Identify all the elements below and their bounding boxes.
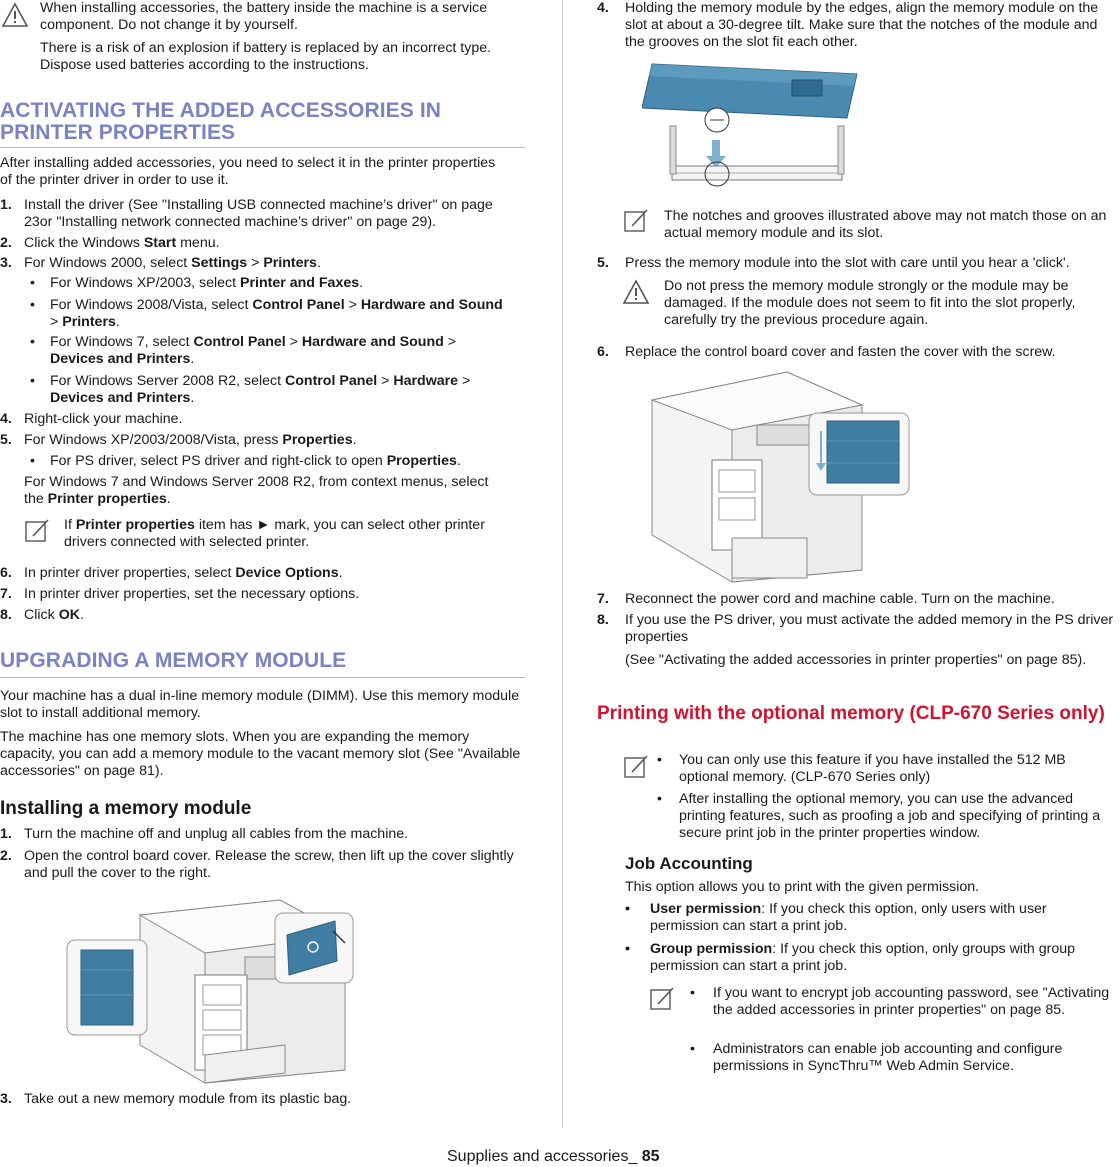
step-number: 2. xyxy=(0,235,12,251)
job-accounting-intro: This option allows you to print with the given permission. xyxy=(625,879,980,895)
warning-icon xyxy=(623,279,649,305)
syncthru-note: Administrators can enable job accounting and configure permissions in SyncThru™ Web Admin Service. xyxy=(713,1041,1063,1074)
bullet: • xyxy=(30,275,35,291)
bullet: • xyxy=(625,901,630,917)
step-number: 7. xyxy=(597,591,609,607)
page-footer: Supplies and accessories_ 85 xyxy=(447,1148,660,1165)
section-rule xyxy=(0,677,525,678)
note-icon xyxy=(623,754,649,780)
subsection-installing: Installing a memory module xyxy=(0,798,252,819)
step-activate-ps: If you use the PS driver, you must activate the added memory in the PS driver properties xyxy=(625,612,1114,645)
bullet: • xyxy=(30,297,35,313)
step-click-ok: Click OK. xyxy=(24,607,84,623)
battery-explosion-warning: There is a risk of an explosion if battery is replaced by an incorrect type. Dispose used batteries according to the instructions. xyxy=(40,40,492,73)
user-permission-item: User permission: If you check this option, only users with user permission can start a print job. xyxy=(650,901,1047,934)
note-icon xyxy=(649,986,675,1012)
bullet: • xyxy=(657,791,662,807)
bullet: • xyxy=(30,453,35,469)
step-number: 1. xyxy=(0,826,12,842)
step-number: 8. xyxy=(597,612,609,628)
step-number: 5. xyxy=(597,255,609,271)
bullet-2008-vista: For Windows 2008/Vista, select Control Panel > Hardware and Sound > Printers. xyxy=(50,297,503,330)
step-click-start: Click the Windows Start menu. xyxy=(24,235,220,251)
group-permission-item: Group permission: If you check this option, only groups with group permission can start a print job. xyxy=(650,941,1076,974)
bullet-server-2008: For Windows Server 2008 R2, select Control Panel > Hardware > Devices and Printers. xyxy=(50,373,471,406)
encrypt-password-note: If you want to encrypt job accounting password, see "Activating the added accessories in printer properties" on page 85. xyxy=(713,985,1110,1018)
activating-reference: (See "Activating the added accessories in printer properties" on page 85). xyxy=(625,652,1087,668)
warning-icon xyxy=(2,2,28,28)
notches-note: The notches and grooves illustrated above may not match those on an actual memory module and its slot. xyxy=(664,208,1107,241)
section-title-upgrading: UPGRADING A MEMORY MODULE xyxy=(0,649,347,672)
printer-open-cover-illustration xyxy=(55,895,375,1085)
bullet-xp-2003: For Windows XP/2003, select Printer and Faxes. xyxy=(50,275,364,291)
optional-memory-note: You can only use this feature if you have installed the 512 MB optional memory. (CLP-670 Series only) xyxy=(679,752,1066,785)
section-title-activating: ACTIVATING THE ADDED ACCESSORIES IN PRINTER PROPERTIES xyxy=(0,99,442,144)
step-number: 7. xyxy=(0,586,12,602)
step-number: 4. xyxy=(0,411,12,427)
step-set-options: In printer driver properties, set the necessary options. xyxy=(24,586,360,602)
step-number: 8. xyxy=(0,607,12,623)
step-number: 2. xyxy=(0,848,12,864)
step-number: 4. xyxy=(597,0,609,16)
step-number: 1. xyxy=(0,197,12,213)
bullet: • xyxy=(657,752,662,768)
note-icon xyxy=(623,208,649,234)
optional-memory-heading: Printing with the optional memory (CLP-670 Series only) xyxy=(597,703,1105,724)
memory-module-slot-illustration xyxy=(642,56,867,196)
bullet: • xyxy=(30,334,35,350)
bullet: • xyxy=(30,373,35,389)
step-number: 6. xyxy=(597,344,609,360)
step-number: 5. xyxy=(0,432,12,448)
step-number: 3. xyxy=(0,1091,12,1107)
step-right-click: Right-click your machine. xyxy=(24,411,183,427)
note-icon xyxy=(24,518,50,544)
step-open-cover: Open the control board cover. Release the screw, then lift up the cover slightly and pull the cover to the right. xyxy=(24,848,514,881)
bullet: • xyxy=(625,941,630,957)
step-reconnect: Reconnect the power cord and machine cable. Turn on the machine. xyxy=(625,591,1055,607)
windows7-context-menu: For Windows 7 and Windows Server 2008 R2, from context menus, select the Printer properties. xyxy=(24,474,489,507)
step-align-module: Holding the memory module by the edges, align the memory module on the slot at about a 30-degree tilt. Make sure that the notches of the module and the grooves on the slot fit each other. xyxy=(625,0,1099,50)
press-gently-warning: Do not press the memory module strongly or the module may be damaged. If the module does not seem to fit into the slot properly, carefully try the previous procedure again. xyxy=(664,278,1076,328)
step-turn-off: Turn the machine off and unplug all cables from the machine. xyxy=(24,826,409,842)
activating-intro: After installing added accessories, you need to select it in the printer properties of the printer driver in order to use it. xyxy=(0,155,496,188)
step-device-options: In printer driver properties, select Device Options. xyxy=(24,565,343,581)
step-install-driver: Install the driver (See "Installing USB connected machine’s driver" on page 23or "Installing network connected machine’s driver" on page 29). xyxy=(24,197,493,230)
step-take-module: Take out a new memory module from its plastic bag. xyxy=(24,1091,352,1107)
battery-warning-text: When installing accessories, the battery inside the machine is a service component. Do not change it by yourself. xyxy=(40,0,488,33)
memory-slots-text: The machine has one memory slots. When you are expanding the memory capacity, you can add a memory module to the vacant memory slot (See "Available accessories" on page 81). xyxy=(0,729,521,779)
step-number: 3. xyxy=(0,255,12,271)
printer-cover-replaced-illustration xyxy=(647,370,917,585)
bullet-windows-7: For Windows 7, select Control Panel > Hardware and Sound > Devices and Printers. xyxy=(50,334,457,367)
printer-properties-note: If Printer properties item has ► mark, you can select other printer drivers connected with selected printer. xyxy=(64,517,485,550)
section-rule xyxy=(0,147,525,148)
bullet: • xyxy=(690,1041,695,1057)
step-press-properties: For Windows XP/2003/2008/Vista, press Properties. xyxy=(24,432,357,448)
column-divider xyxy=(562,0,563,1128)
advanced-printing-note: After installing the optional memory, you can use the advanced printing features, such as proofing a job and specifying of printing a secure print job in the printer properties window. xyxy=(679,791,1101,841)
dimm-intro: Your machine has a dual in-line memory module (DIMM). Use this memory module slot to install additional memory. xyxy=(0,688,520,721)
step-number: 6. xyxy=(0,565,12,581)
step-press-module: Press the memory module into the slot with care until you hear a 'click'. xyxy=(625,255,1070,271)
bullet-ps-driver: For PS driver, select PS driver and right-click to open Properties. xyxy=(50,453,461,469)
step-replace-cover: Replace the control board cover and fasten the cover with the screw. xyxy=(625,344,1056,360)
step-windows-2000: For Windows 2000, select Settings > Printers. xyxy=(24,255,321,271)
bullet: • xyxy=(690,985,695,1001)
job-accounting-title: Job Accounting xyxy=(625,854,753,873)
